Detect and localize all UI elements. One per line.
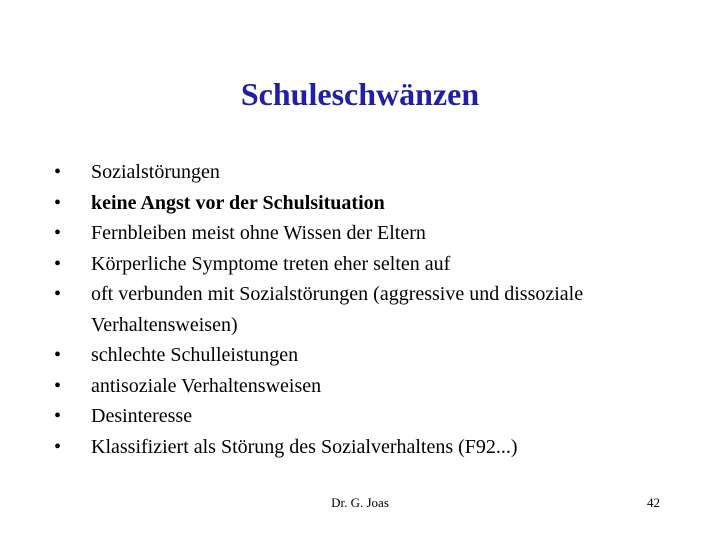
bullet-icon: • — [54, 344, 62, 366]
bullet-item — [51, 157, 671, 188]
bullet-text: Fernbleiben meist ohne Wissen der Eltern — [91, 222, 426, 244]
footer-author: Dr. G. Joas — [331, 495, 389, 510]
bullet-item — [51, 249, 671, 280]
bullet-item — [51, 432, 671, 463]
bullet-icon: • — [54, 405, 62, 427]
bullet-icon: • — [54, 435, 62, 458]
bullet-item — [51, 218, 671, 249]
bullet-text: schlechte Schulleistungen — [91, 344, 299, 366]
bullet-icon: • — [54, 283, 62, 305]
bullet-icon: • — [54, 161, 62, 183]
page-number: 42 — [647, 495, 660, 510]
bullet-item — [51, 279, 671, 340]
bullet-text: Desinteresse — [91, 405, 193, 427]
bullet-text: Sozialstörungen — [91, 161, 220, 183]
bullet-item — [51, 401, 671, 432]
bullet-text: oft verbunden mit Sozialstörungen (aggressive und dissoziale Verhaltensweisen) — [91, 283, 584, 336]
slide-title: Schuleschwänzen — [240, 76, 480, 112]
bullet-text: Klassifiziert als Störung des Sozialverhaltens (F92...) — [91, 435, 518, 458]
bullet-list — [51, 157, 671, 462]
bullet-item — [51, 371, 671, 402]
bullet-icon: • — [54, 222, 62, 244]
bullet-icon: • — [54, 191, 62, 214]
bullet-icon: • — [54, 252, 62, 275]
bullet-text: keine Angst vor der Schulsituation — [91, 191, 385, 214]
bullet-item — [51, 188, 671, 219]
bullet-text: Körperliche Symptome treten eher selten auf — [91, 252, 451, 275]
bullet-item — [51, 340, 671, 371]
bullet-icon: • — [54, 374, 62, 397]
bullet-text: antisoziale Verhaltensweisen — [91, 374, 322, 397]
